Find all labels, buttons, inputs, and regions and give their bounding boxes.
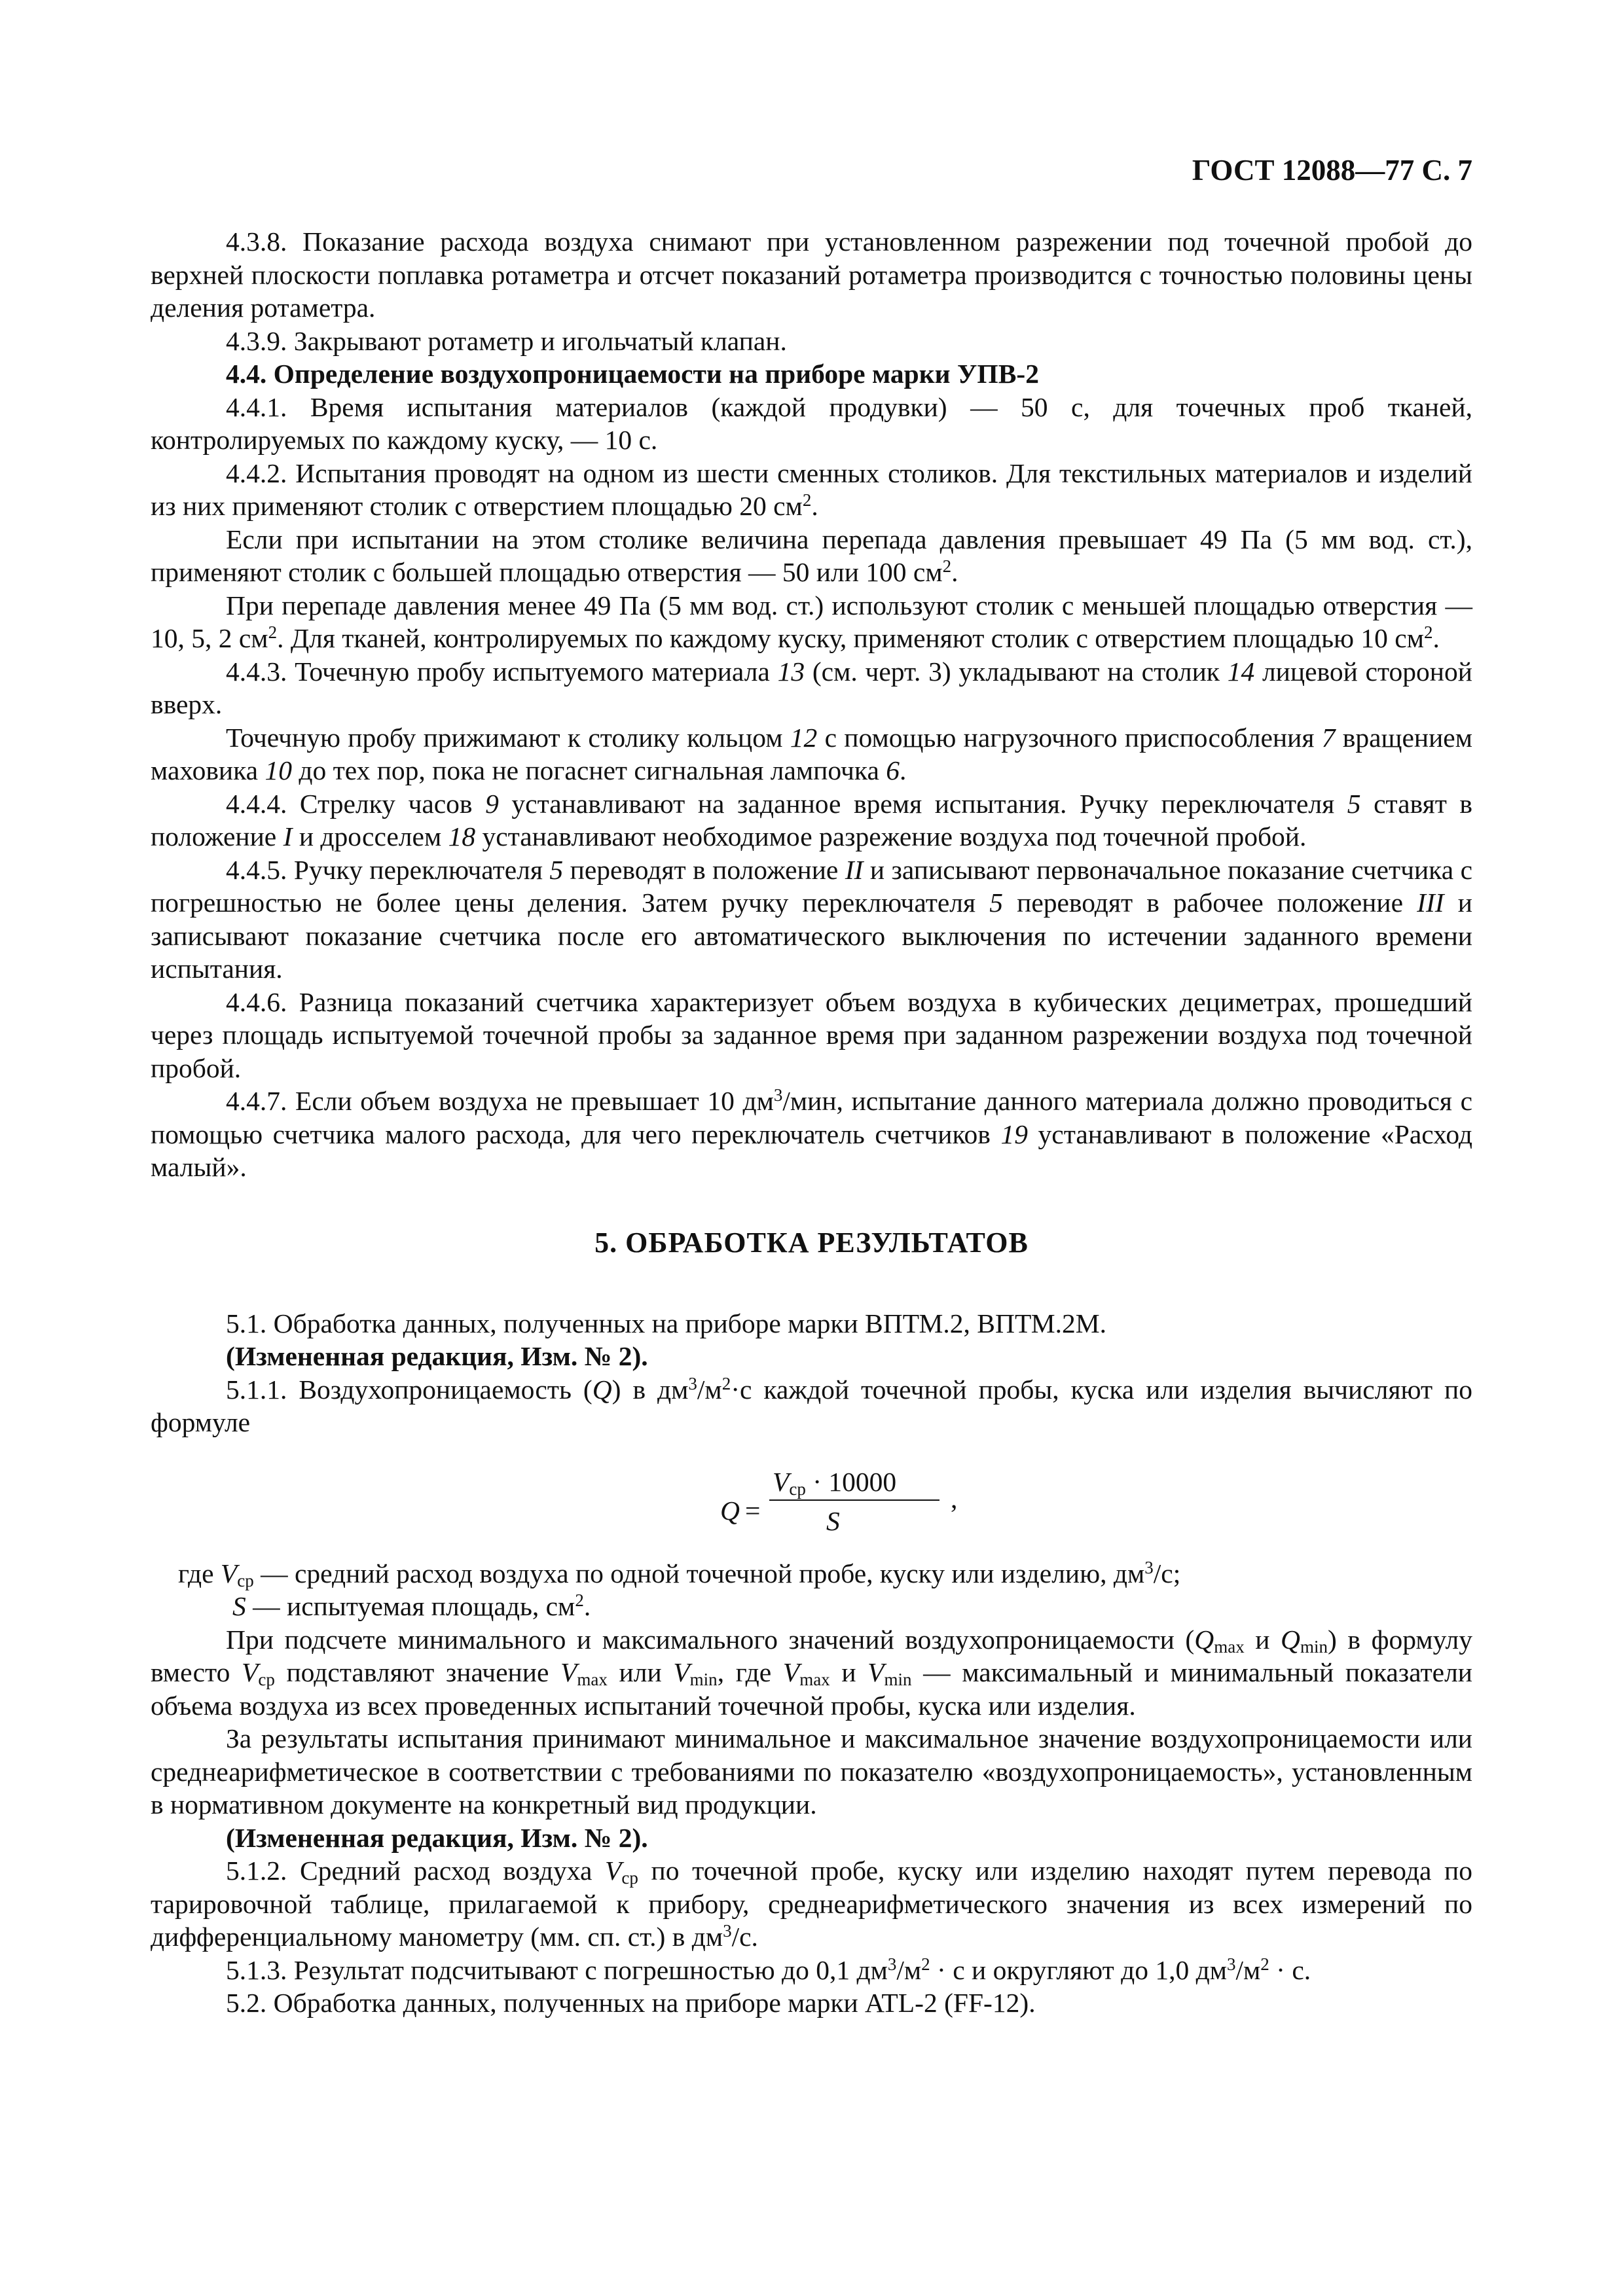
- paragraph-4-4-1: 4.4.1. Время испытания материалов (каждой продувки) — 50 с, для точечных проб тканей, контролируемых по каждому куску, — 10 с.: [151, 391, 1472, 455]
- ref-number: 5: [989, 888, 1003, 918]
- ref-number: 7: [1321, 722, 1336, 753]
- paragraph-4-4-4: [151, 787, 1472, 853]
- symbol-q: Q: [1194, 1624, 1214, 1655]
- text-span: вращением маховика: [151, 722, 1472, 785]
- superscript: 3: [723, 1921, 732, 1941]
- document-header: ГОСТ 12088—77 С. 7: [1192, 154, 1472, 187]
- superscript: 3: [1227, 1954, 1236, 1974]
- text-span: 4.4.7. Если объем воздуха не превышает 10 дм: [226, 1086, 774, 1116]
- formula-where-s: [151, 1590, 1472, 1623]
- text-span: 4.4.3. Точечную пробу испытуемого материала: [226, 656, 778, 687]
- subscript: ср: [258, 1670, 275, 1689]
- paragraph-5-1-1-b: [151, 1623, 1472, 1723]
- text-span: /мин, испытание данного материала должно проводиться с помощью счетчика малого расхода, для чего переключатель счетчиков: [151, 1086, 1472, 1149]
- text-span: , где: [717, 1657, 783, 1687]
- ref-number: 14: [1227, 656, 1255, 687]
- subscript: ср: [789, 1479, 806, 1499]
- symbol-v: V: [560, 1657, 577, 1687]
- symbol-v: V: [242, 1657, 259, 1687]
- text-span: переводят в рабочее положение: [1002, 888, 1417, 918]
- heading-4-4: 4.4. Определение воздухопроницаемости на приборе марки УПВ-2: [226, 359, 1039, 389]
- ref-number: II: [845, 854, 864, 885]
- paragraph-4-4-5: [151, 853, 1472, 986]
- ref-number: 9: [485, 788, 499, 819]
- text-span: ставят в положение: [151, 788, 1472, 852]
- superscript: 2: [1423, 622, 1433, 642]
- text-span: 4.4.2. Испытания проводят на одном из шести сменных столиков. Для текстильных материалов и изделий из них применяют столик с отверстием площадью 20 см: [151, 457, 1472, 521]
- superscript: 3: [887, 1954, 897, 1974]
- text-span: и записывают показание счетчика после его автоматического выключения по истечении заданного времени испытания.: [151, 888, 1472, 984]
- text-span: с помощью нагрузочного приспособления: [817, 722, 1322, 753]
- subscript: ср: [621, 1868, 638, 1888]
- text-span: — средний расход воздуха по одной точечной пробе, куску или изделию, дм: [253, 1558, 1145, 1588]
- text-span: При подсчете минимального и максимального значений воздухопроницаемости (: [226, 1624, 1195, 1655]
- symbol-v: V: [773, 1466, 790, 1497]
- formula-lhs: Q: [720, 1495, 740, 1526]
- paragraph-4-4-2-c: [151, 589, 1472, 655]
- ref-number: 5: [549, 854, 564, 885]
- paragraph-4-4-7: [151, 1085, 1472, 1184]
- formula-numerator: [773, 1465, 896, 1499]
- text-span: — испытуемая площадь, см: [246, 1591, 575, 1621]
- text-span: лицевой стороной вверх.: [151, 656, 1472, 719]
- text-span: до тех пор, пока не погаснет сигнальная лампочка: [291, 755, 886, 785]
- text-span: .: [583, 1591, 591, 1621]
- paragraph-4-4-2: [151, 457, 1472, 523]
- paragraph-4-4-3: [151, 655, 1472, 721]
- text-span: — максимальный и минимальный показатели объема воздуха из всех проведенных испытаний точечной пробы, куска или изделия.: [151, 1657, 1472, 1721]
- subscript: max: [799, 1670, 830, 1689]
- text-span: и: [1244, 1624, 1281, 1655]
- text-span: (см. черт. 3) укладывают на столик: [805, 656, 1228, 687]
- superscript: 3: [1144, 1557, 1154, 1577]
- paragraph-4-3-9: 4.3.9. Закрывают ротаметр и игольчатый клапан.: [226, 325, 787, 356]
- symbol-s: S: [232, 1591, 246, 1621]
- symbol-v: V: [605, 1856, 622, 1886]
- text-span: . Для тканей, контролируемых по каждому куску, применяют столик с отверстием площадью 10 см: [277, 623, 1424, 653]
- paragraph-4-3-8: 4.3.8. Показание расхода воздуха снимают при установленном разрежении под точечной пробой до верхней плоскости поплавка ротаметра и отсчет показаний ротаметра производится с точностью половины цены деления ротаметра.: [151, 226, 1472, 323]
- formula-equals: =: [745, 1495, 761, 1526]
- text-span: /с.: [731, 1922, 758, 1952]
- paragraph-5-1-2: [151, 1854, 1472, 1954]
- text-span: /с;: [1153, 1558, 1181, 1588]
- subscript: min: [689, 1670, 718, 1689]
- paragraph-5-1: 5.1. Обработка данных, полученных на приборе марки ВПТМ.2, ВПТМ.2М.: [226, 1308, 1107, 1338]
- text-span: переводят в положение: [563, 854, 845, 885]
- formula-denominator: S: [826, 1505, 840, 1536]
- superscript: 2: [1260, 1954, 1269, 1974]
- superscript: 2: [268, 622, 278, 642]
- symbol-q: Q: [592, 1374, 612, 1405]
- formula-air-permeability: [151, 1454, 1472, 1552]
- text-span: .: [951, 557, 958, 587]
- text-span: Точечную пробу прижимают к столику кольцом: [226, 722, 790, 753]
- amendment-note: (Измененная редакция, Изм. № 2).: [226, 1341, 648, 1371]
- ref-number: 5: [1347, 788, 1361, 819]
- subscript: ср: [237, 1570, 254, 1590]
- subscript: min: [884, 1670, 912, 1689]
- text-span: /м: [697, 1374, 722, 1405]
- ref-number: I: [283, 821, 293, 852]
- text-span: ) в дм: [611, 1374, 689, 1405]
- text-span: · с.: [1269, 1954, 1311, 1985]
- paragraph-5-2: 5.2. Обработка данных, полученных на приборе марки ATL-2 (FF-12).: [226, 1988, 1036, 2018]
- ref-number: 19: [1000, 1119, 1028, 1149]
- ref-number: III: [1417, 888, 1444, 918]
- text-span: устанавливают необходимое разрежение воздуха под точечной пробой.: [475, 821, 1307, 852]
- symbol-q: Q: [1281, 1624, 1301, 1655]
- paragraph-5-1-3: [151, 1954, 1472, 1987]
- ref-number: 10: [264, 755, 292, 785]
- text-span: .: [1432, 623, 1440, 653]
- text-span: ) в формулу вместо: [151, 1624, 1472, 1687]
- symbol-v: V: [673, 1657, 690, 1687]
- superscript: 2: [802, 490, 812, 510]
- superscript: 2: [575, 1590, 584, 1610]
- symbol-v: V: [867, 1657, 884, 1687]
- text-span: 4.4.5. Ручку переключателя: [226, 854, 550, 885]
- text-span: где: [178, 1558, 221, 1588]
- text-span: · с и округляют до 1,0 дм: [930, 1954, 1227, 1985]
- formula-comma: ,: [951, 1483, 958, 1514]
- fraction-bar: [769, 1499, 939, 1501]
- symbol-v: V: [782, 1657, 800, 1687]
- paragraph-5-1-1: [151, 1373, 1472, 1439]
- subscript: max: [577, 1670, 608, 1689]
- text-span: 5.1.2. Средний расход воздуха: [226, 1856, 606, 1886]
- text-span: устанавливают в положение «Расход малый».: [151, 1119, 1472, 1182]
- text-span: и записывают первоначальное показание счетчика с погрешностью не более цены деления. Затем ручку переключателя: [151, 854, 1473, 918]
- section-title-5: 5. ОБРАБОТКА РЕЗУЛЬТАТОВ: [594, 1226, 1029, 1259]
- superscript: 3: [688, 1373, 697, 1393]
- ref-number: 12: [790, 722, 818, 753]
- formula-where-v: [151, 1557, 1472, 1590]
- text-span: и: [830, 1657, 868, 1687]
- superscript: 2: [942, 556, 952, 576]
- amendment-note: (Измененная редакция, Изм. № 2).: [226, 1822, 648, 1853]
- superscript: 3: [773, 1085, 783, 1105]
- text-span: по точечной пробе, куску или изделию находят путем перевода по тарировочной таблице, прилагаемой к прибору, среднеарифметического значения из всех измерений по дифференциальному манометру (мм. сп. ст.) в дм: [151, 1856, 1472, 1952]
- text-span: /м: [896, 1954, 922, 1985]
- subscript: max: [1214, 1636, 1245, 1657]
- text-span: При перепаде давления менее 49 Па (5 мм вод. ст.) используют столик с меньшей площадью отверстия — 10, 5, 2 см: [151, 590, 1472, 653]
- ref-number: 18: [448, 821, 476, 852]
- paragraph-4-4-3-b: [151, 721, 1472, 787]
- text-span: Если при испытании на этом столике величина перепада давления превышает 49 Па (5 мм вод. ст.), применяют столик с большей площадью отверстия — 50 или 100 см: [151, 524, 1472, 587]
- paragraph-4-4-2-b: [151, 523, 1472, 589]
- text-span: устанавливают на заданное время испытания. Ручку переключателя: [498, 788, 1347, 819]
- ref-number: 13: [777, 656, 805, 687]
- text-span: .: [811, 491, 818, 521]
- ref-number: 6: [886, 755, 900, 785]
- superscript: 2: [921, 1954, 930, 1974]
- text-span: 4.4.4. Стрелку часов: [226, 788, 486, 819]
- text-span: и дросселем: [292, 821, 448, 852]
- superscript: 2: [721, 1373, 731, 1393]
- symbol-v: V: [220, 1558, 238, 1588]
- text-span: 5.1.1. Воздухопроницаемость (: [226, 1374, 593, 1405]
- text-span: или: [607, 1657, 674, 1687]
- text-span: .: [900, 755, 907, 785]
- subscript: min: [1300, 1636, 1328, 1657]
- text-span: подставляют значение: [274, 1657, 561, 1687]
- text-span: ·с каждой точечной пробы, куска или изделия вычисляют по формуле: [151, 1374, 1472, 1437]
- text-span: 5.1.3. Результат подсчитывают с погрешностью до 0,1 дм: [226, 1954, 888, 1985]
- text-span: · 10000: [805, 1466, 897, 1497]
- paragraph-5-1-1-c: За результаты испытания принимают минимальное и максимальное значение воздухопроницаемости или среднеарифметическое в соответствии с требованиями по показателю «воздухопроницаемость», установленным в нормативном документе на конкретный вид продукции.: [151, 1723, 1472, 1820]
- paragraph-4-4-6: 4.4.6. Разница показаний счетчика характеризует объем воздуха в кубических дециметрах, прошедший через площадь испытуемой точечной пробы за заданное время при заданном разрежении воздуха под точечной пробой.: [151, 986, 1472, 1083]
- text-span: /м: [1235, 1954, 1261, 1985]
